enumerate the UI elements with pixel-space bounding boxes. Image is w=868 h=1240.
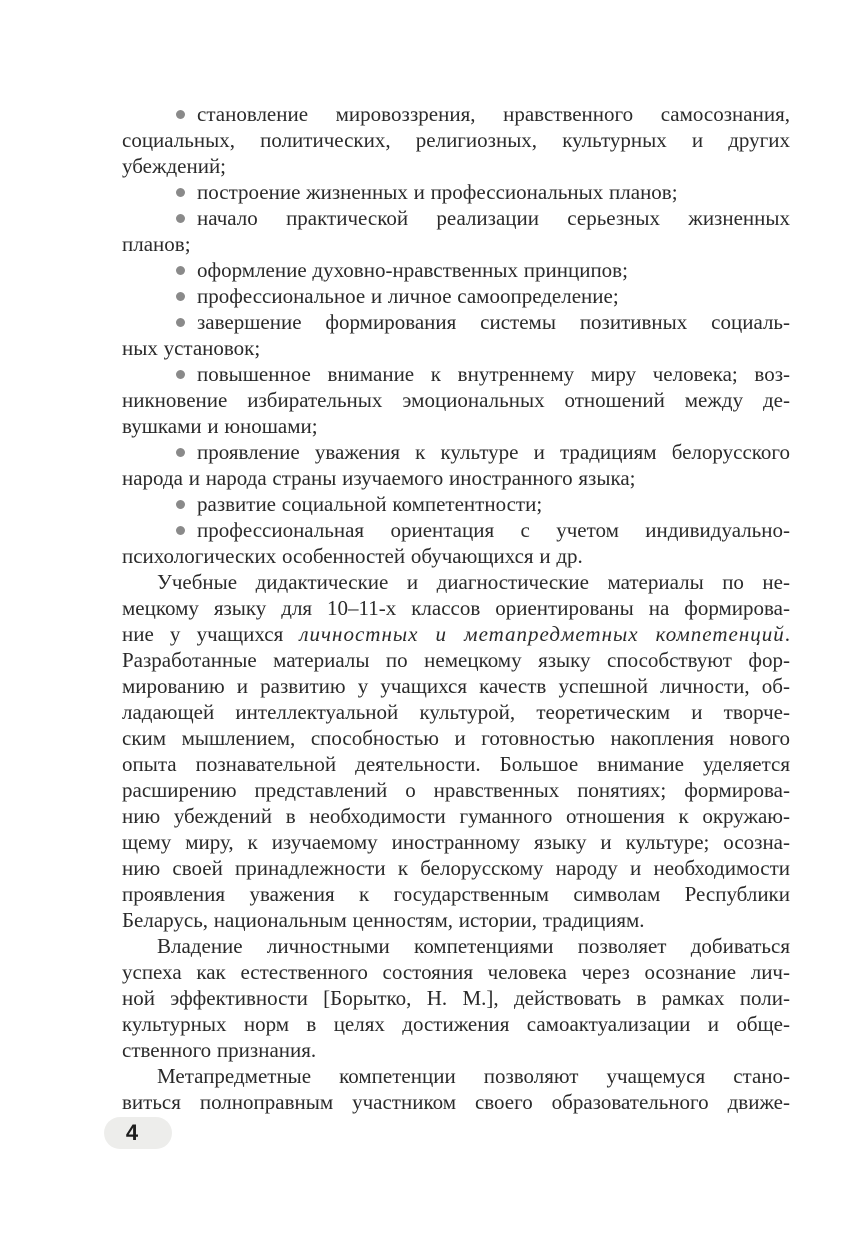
text-segment: ственного признания. — [122, 1038, 317, 1062]
text-line — [122, 933, 790, 959]
text-line — [122, 491, 790, 517]
text-segment: психологических особенностей обучающихся и др. — [122, 544, 583, 568]
text-line — [122, 1011, 790, 1037]
text-segment: ние у учащихся — [122, 622, 300, 646]
text-segment: вушками и юношами; — [122, 414, 318, 438]
text-line — [122, 569, 790, 595]
bullet-item — [122, 101, 790, 179]
text-line — [122, 985, 790, 1011]
text-segment: убеждений; — [122, 154, 227, 178]
text-segment: ским мышлением, способностью и готовностью накопления нового — [122, 726, 790, 750]
text-segment: начало практической реализации серьезных жизненных — [197, 206, 790, 230]
page-number-badge — [104, 1117, 172, 1149]
text-line — [122, 647, 790, 673]
bullet-icon — [176, 188, 185, 197]
bullet-item — [122, 361, 790, 439]
text-line — [122, 413, 790, 439]
bullet-item — [122, 309, 790, 361]
bullet-item — [122, 439, 790, 491]
text-segment: профессиональная ориентация с учетом индивидуально- — [197, 518, 790, 542]
text-segment: Учебные дидактические и диагностические материалы по не- — [157, 570, 790, 594]
text-line — [122, 959, 790, 985]
text-line — [122, 673, 790, 699]
bullet-icon — [176, 318, 185, 327]
text-segment: проявления уважения к государственным символам Республики — [122, 882, 790, 906]
text-line — [122, 803, 790, 829]
text-segment: Беларусь, национальным ценностям, истории, традициям. — [122, 908, 645, 932]
text-segment: ной эффективности [Борытко, Н. М.], действовать в рамках поли- — [122, 986, 790, 1010]
bullet-item — [122, 205, 790, 257]
text-line — [122, 907, 790, 933]
text-segment: ных установок; — [122, 336, 261, 360]
text-line — [122, 387, 790, 413]
bullet-icon — [176, 370, 185, 379]
emphasized-text: личностных и метапредметных компетенций — [299, 622, 785, 646]
text-line — [122, 517, 790, 543]
bullet-icon — [176, 500, 185, 509]
text-line — [122, 179, 790, 205]
text-segment: культурных норм в целях достижения самоактуализации и обще- — [122, 1012, 790, 1036]
bullet-item — [122, 179, 790, 205]
text-line — [122, 257, 790, 283]
text-segment: опыта познавательной деятельности. Большое внимание уделяется — [122, 752, 790, 776]
text-line — [122, 1037, 790, 1063]
text-line — [122, 855, 790, 881]
text-line — [122, 283, 790, 309]
text-segment: нию убеждений в необходимости гуманного отношения к окружаю- — [122, 804, 790, 828]
text-line — [122, 205, 790, 231]
text-segment: завершение формирования системы позитивных социаль- — [197, 310, 790, 334]
text-segment: успеха как естественного состояния человека через осознание лич- — [122, 960, 790, 984]
bullet-item — [122, 283, 790, 309]
text-segment: Метапредметные компетенции позволяют учащемуся стано- — [157, 1064, 790, 1088]
text-line — [122, 699, 790, 725]
page-text — [122, 101, 790, 1115]
bullet-icon — [176, 266, 185, 275]
text-line — [122, 439, 790, 465]
text-line — [122, 595, 790, 621]
text-segment: построение жизненных и профессиональных планов; — [197, 180, 678, 204]
text-segment: никновение избирательных эмоциональных отношений между де- — [122, 388, 790, 412]
text-segment: Разработанные материалы по немецкому языку способствуют фор- — [122, 648, 790, 672]
text-segment: щему миру, к изучаемому иностранному языку и культуре; осозна- — [122, 830, 790, 854]
text-line — [122, 153, 790, 179]
text-segment: проявление уважения к культуре и традициям белорусского — [197, 440, 790, 464]
text-line — [122, 335, 790, 361]
text-segment: профессиональное и личное самоопределение; — [197, 284, 619, 308]
text-line — [122, 101, 790, 127]
text-line — [122, 361, 790, 387]
text-segment: расширению представлений о нравственных понятиях; формирова- — [122, 778, 790, 802]
page-number: 4 — [125, 1120, 139, 1145]
bullet-icon — [176, 214, 185, 223]
text-line — [122, 309, 790, 335]
text-segment: становление мировоззрения, нравственного самосознания, — [197, 102, 790, 126]
text-line — [122, 1089, 790, 1115]
text-segment: ладающей интеллектуальной культурой, теоретическим и творче- — [122, 700, 790, 724]
paragraph — [122, 569, 790, 933]
text-line — [122, 881, 790, 907]
text-line — [122, 829, 790, 855]
text-segment: Владение личностными компетенциями позволяет добиваться — [157, 934, 790, 958]
text-line — [122, 777, 790, 803]
paragraph — [122, 933, 790, 1063]
text-segment: оформление духовно-нравственных принципов; — [197, 258, 628, 282]
bullet-icon — [176, 292, 185, 301]
text-segment: повышенное внимание к внутреннему миру человека; воз- — [197, 362, 790, 386]
text-segment: виться полноправным участником своего образовательного движе- — [122, 1090, 790, 1114]
bullet-icon — [176, 526, 185, 535]
bullet-item — [122, 491, 790, 517]
text-segment: . — [784, 622, 790, 646]
text-segment: народа и народа страны изучаемого иностранного языка; — [122, 466, 636, 490]
bullet-icon — [176, 110, 185, 119]
text-segment: развитие социальной компетентности; — [197, 492, 543, 516]
paragraph — [122, 1063, 790, 1115]
text-segment: нию своей принадлежности к белорусскому народу и необходимости — [122, 856, 790, 880]
text-line — [122, 543, 790, 569]
text-segment: социальных, политических, религиозных, культурных и других — [122, 128, 790, 152]
text-line — [122, 751, 790, 777]
text-line — [122, 465, 790, 491]
text-line — [122, 231, 790, 257]
text-line — [122, 127, 790, 153]
text-segment: мированию и развитию у учащихся качеств успешной личности, об- — [122, 674, 790, 698]
bullet-item — [122, 517, 790, 569]
text-line — [122, 1063, 790, 1089]
text-segment: планов; — [122, 232, 191, 256]
text-blocks — [122, 101, 790, 1115]
text-line — [122, 725, 790, 751]
bullet-icon — [176, 448, 185, 457]
bullet-item — [122, 257, 790, 283]
text-segment: мецкому языку для 10–11-х классов ориентированы на формирова- — [122, 596, 790, 620]
text-line — [122, 621, 790, 647]
